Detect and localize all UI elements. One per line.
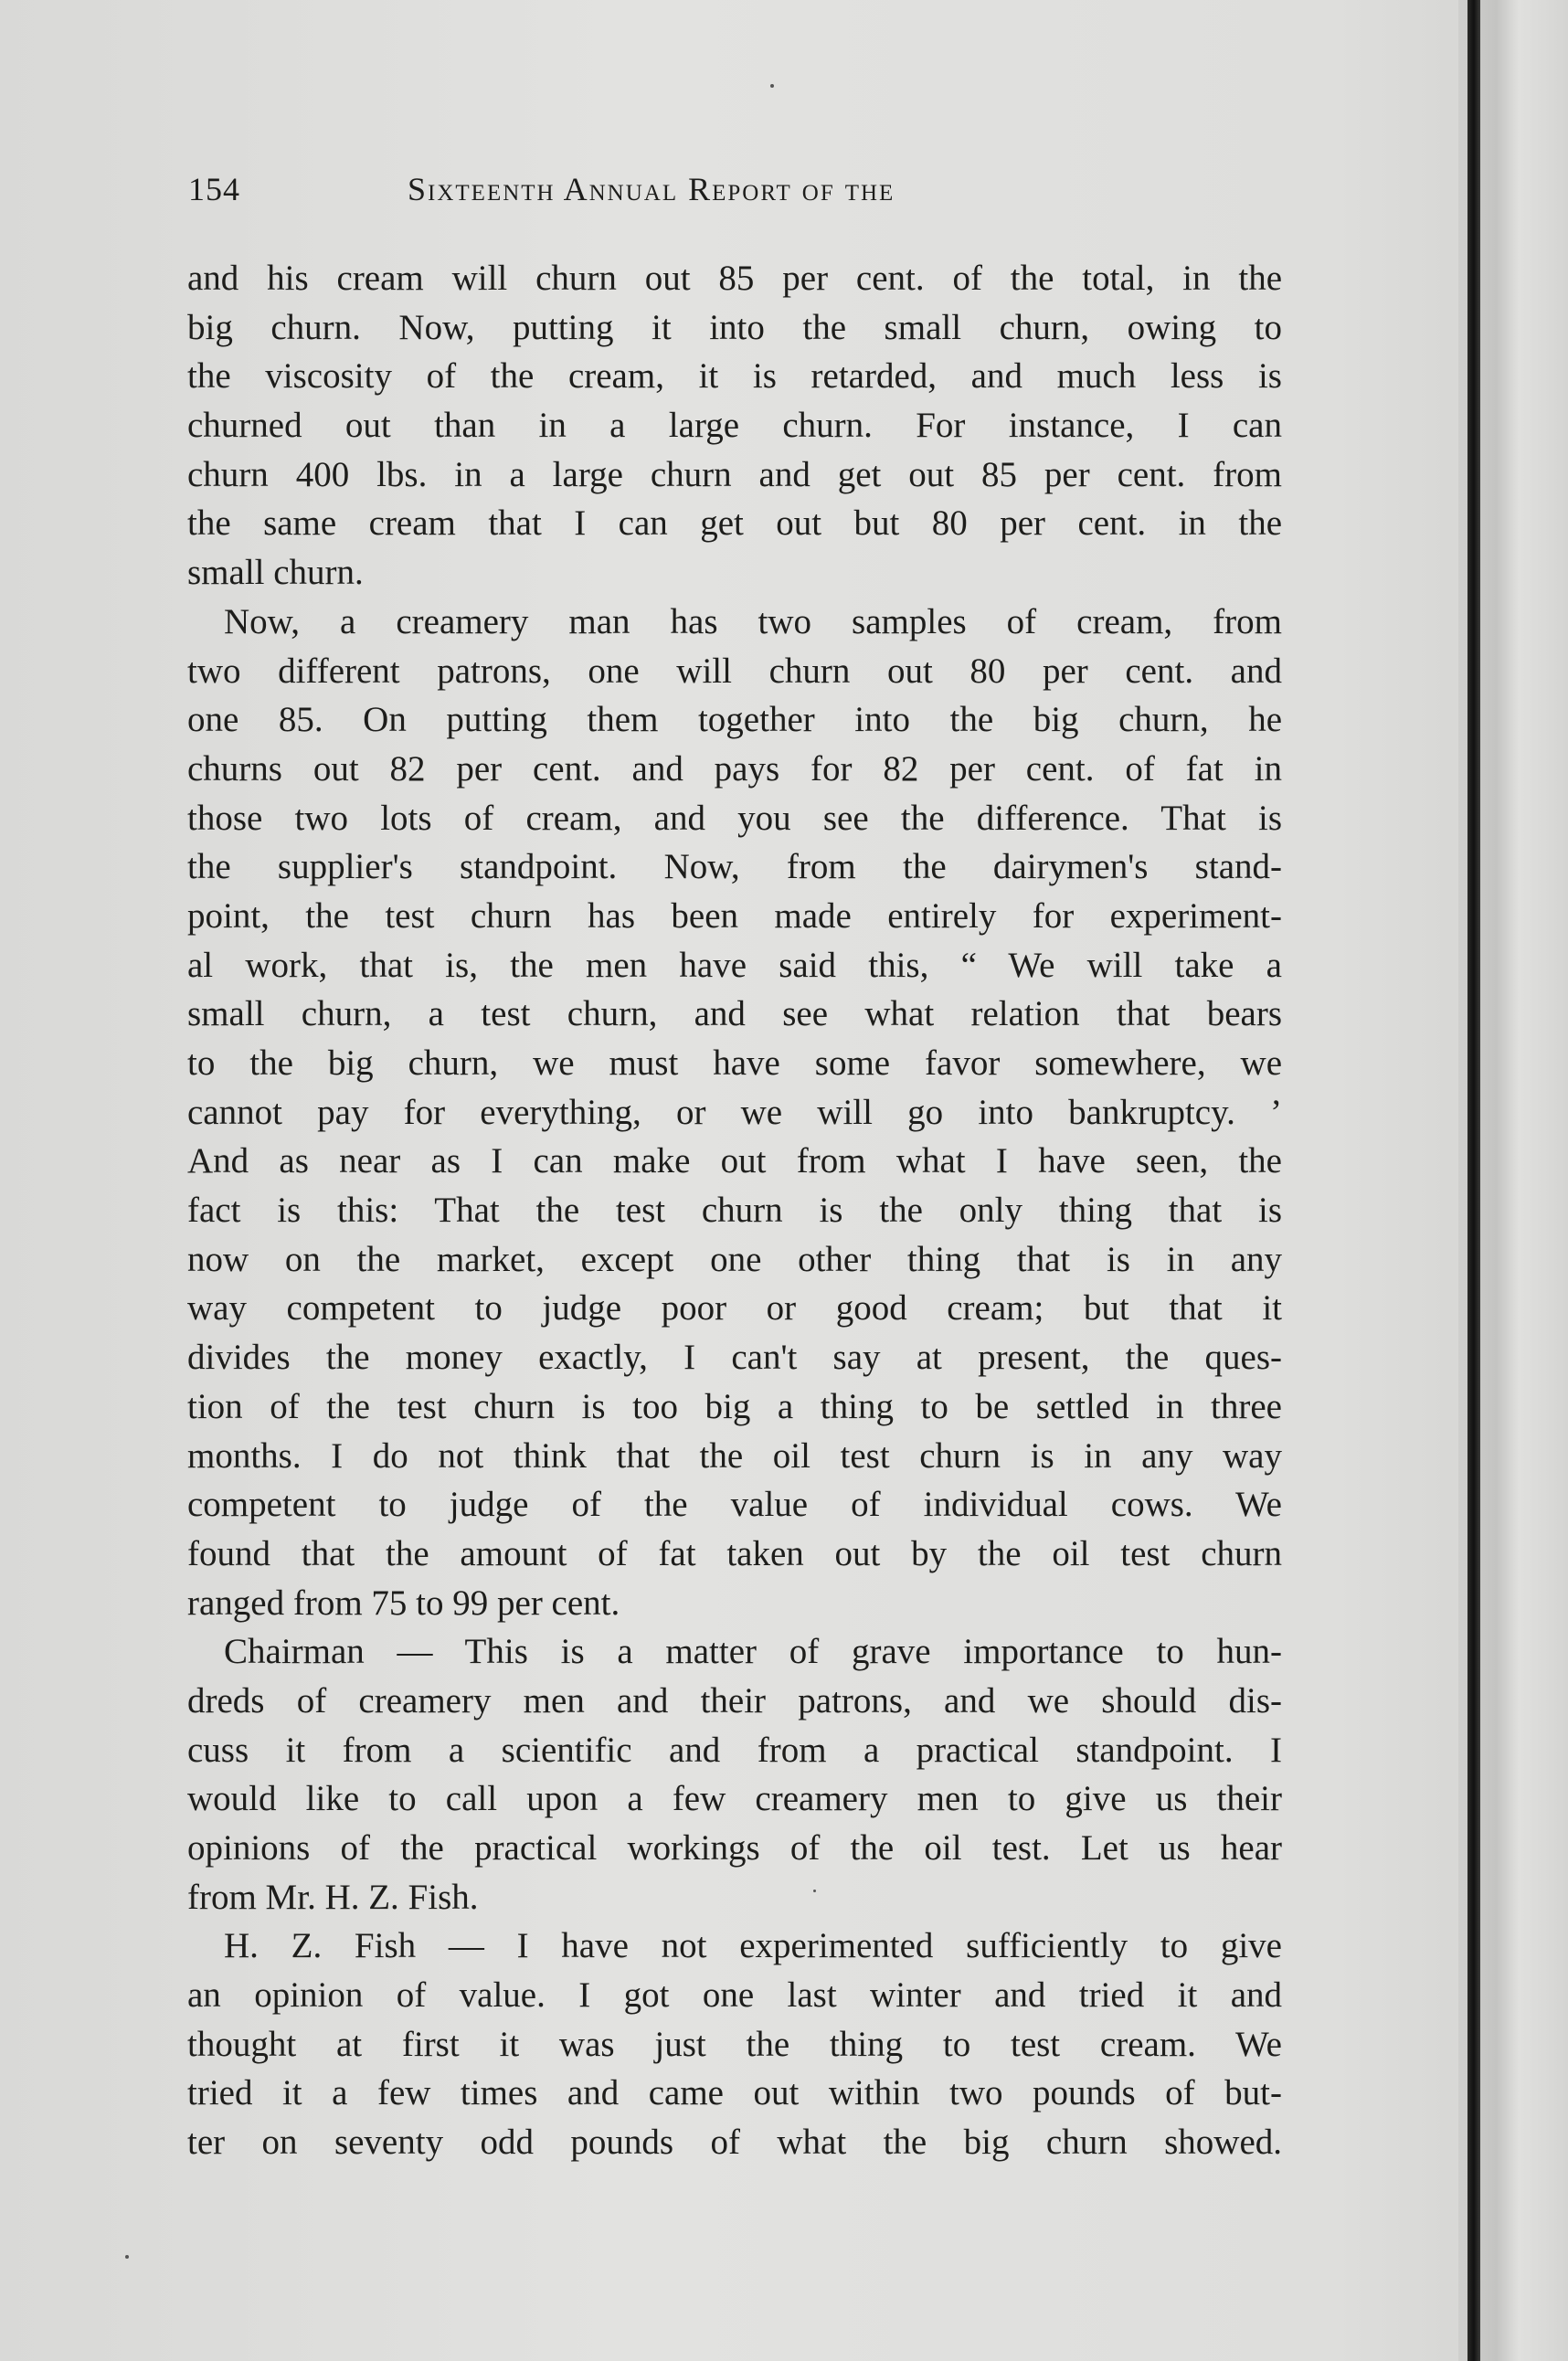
text-line: cannot pay for everything, or we will go into bankruptcy. ’ bbox=[187, 1092, 1282, 1132]
paper-speck bbox=[125, 2255, 129, 2259]
paragraph-4 bbox=[187, 1922, 1282, 2166]
text-line: way competent to judge poor or good cream; but that it bbox=[187, 1288, 1282, 1329]
text-line: months. I do not think that the oil test churn is in any way bbox=[187, 1435, 1282, 1476]
paragraph-3 bbox=[187, 1627, 1282, 1922]
text-line: the supplier's standpoint. Now, from the dairymen's stand- bbox=[187, 847, 1282, 887]
text-line: opinions of the practical workings of the oil test. Let us hear bbox=[187, 1828, 1282, 1868]
paragraph-1 bbox=[187, 254, 1282, 598]
text-line: one 85. On putting them together into the big churn, he bbox=[187, 700, 1282, 740]
text-line: tion of the test churn is too big a thing to be settled in three bbox=[187, 1386, 1282, 1426]
text-line: ter on seventy odd pounds of what the big churn showed. bbox=[187, 2123, 1282, 2163]
text-line: divides the money exactly, I can't say at present, the ques- bbox=[187, 1338, 1282, 1378]
text-line: And as near as I can make out from what I have seen, the bbox=[187, 1141, 1282, 1181]
paragraph-2 bbox=[187, 598, 1282, 1627]
body-text bbox=[187, 254, 1282, 2167]
text-line: churns out 82 per cent. and pays for 82 per cent. of fat in bbox=[187, 748, 1282, 789]
paper-speck bbox=[813, 1890, 816, 1892]
text-line: cuss it from a scientific and from a practical standpoint. I bbox=[187, 1730, 1282, 1770]
text-line: big churn. Now, putting it into the small churn, owing to bbox=[187, 307, 1282, 347]
text-line: competent to judge of the value of individual cows. We bbox=[187, 1485, 1282, 1525]
page-number: 154 bbox=[188, 171, 240, 207]
text-line: two different patrons, one will churn out 80 per cent. and bbox=[187, 651, 1282, 691]
text-line: dreds of creamery men and their patrons, and we should dis- bbox=[187, 1680, 1282, 1720]
text-line: now on the market, except one other thing that is in any bbox=[187, 1239, 1282, 1279]
text-line: from Mr. H. Z. Fish. bbox=[187, 1877, 479, 1917]
text-line: point, the test churn has been made entirely for experiment- bbox=[187, 895, 1282, 936]
text-line: small churn. bbox=[187, 553, 364, 593]
text-line: found that the amount of fat taken out by the oil test churn bbox=[187, 1533, 1282, 1573]
text-line: Chairman — This is a matter of grave importance to hun- bbox=[224, 1632, 1282, 1672]
text-line: to the big churn, we must have some favor somewhere, we bbox=[187, 1043, 1282, 1083]
text-line: churn 400 lbs. in a large churn and get out 85 per cent. from bbox=[187, 454, 1282, 494]
binding-edge bbox=[1467, 0, 1480, 2361]
text-line: Now, a creamery man has two samples of cream, from bbox=[224, 601, 1282, 641]
text-line: those two lots of cream, and you see the difference. That is bbox=[187, 798, 1282, 838]
text-line: tried it a few times and came out within two pounds of but- bbox=[187, 2073, 1282, 2113]
text-line: the same cream that I can get out but 80 per cent. in the bbox=[187, 503, 1282, 544]
text-line: an opinion of value. I got one last winter and tried it and bbox=[187, 1975, 1282, 2016]
text-line: would like to call upon a few creamery men to give us their bbox=[187, 1779, 1282, 1819]
paper-speck bbox=[770, 84, 774, 88]
text-line: the viscosity of the cream, it is retarded, and much less is bbox=[187, 356, 1282, 397]
text-line: and his cream will churn out 85 per cent. of the total, in the bbox=[187, 259, 1282, 298]
text-line: fact is this: That the test churn is the only thing that is bbox=[187, 1191, 1282, 1231]
text-line: small churn, a test churn, and see what relation that bears bbox=[187, 994, 1282, 1034]
text-line: ranged from 75 to 99 per cent. bbox=[187, 1583, 620, 1623]
text-line: al work, that is, the men have said this, “ We will take a bbox=[187, 945, 1282, 985]
running-head: Sixteenth Annual Report of the bbox=[408, 171, 895, 207]
page-header bbox=[188, 170, 1285, 217]
text-line: thought at first it was just the thing to test cream. We bbox=[187, 2024, 1282, 2064]
text-line: H. Z. Fish — I have not experimented sufficiently to give bbox=[224, 1926, 1282, 1966]
text-line: churned out than in a large churn. For instance, I can bbox=[187, 406, 1282, 446]
